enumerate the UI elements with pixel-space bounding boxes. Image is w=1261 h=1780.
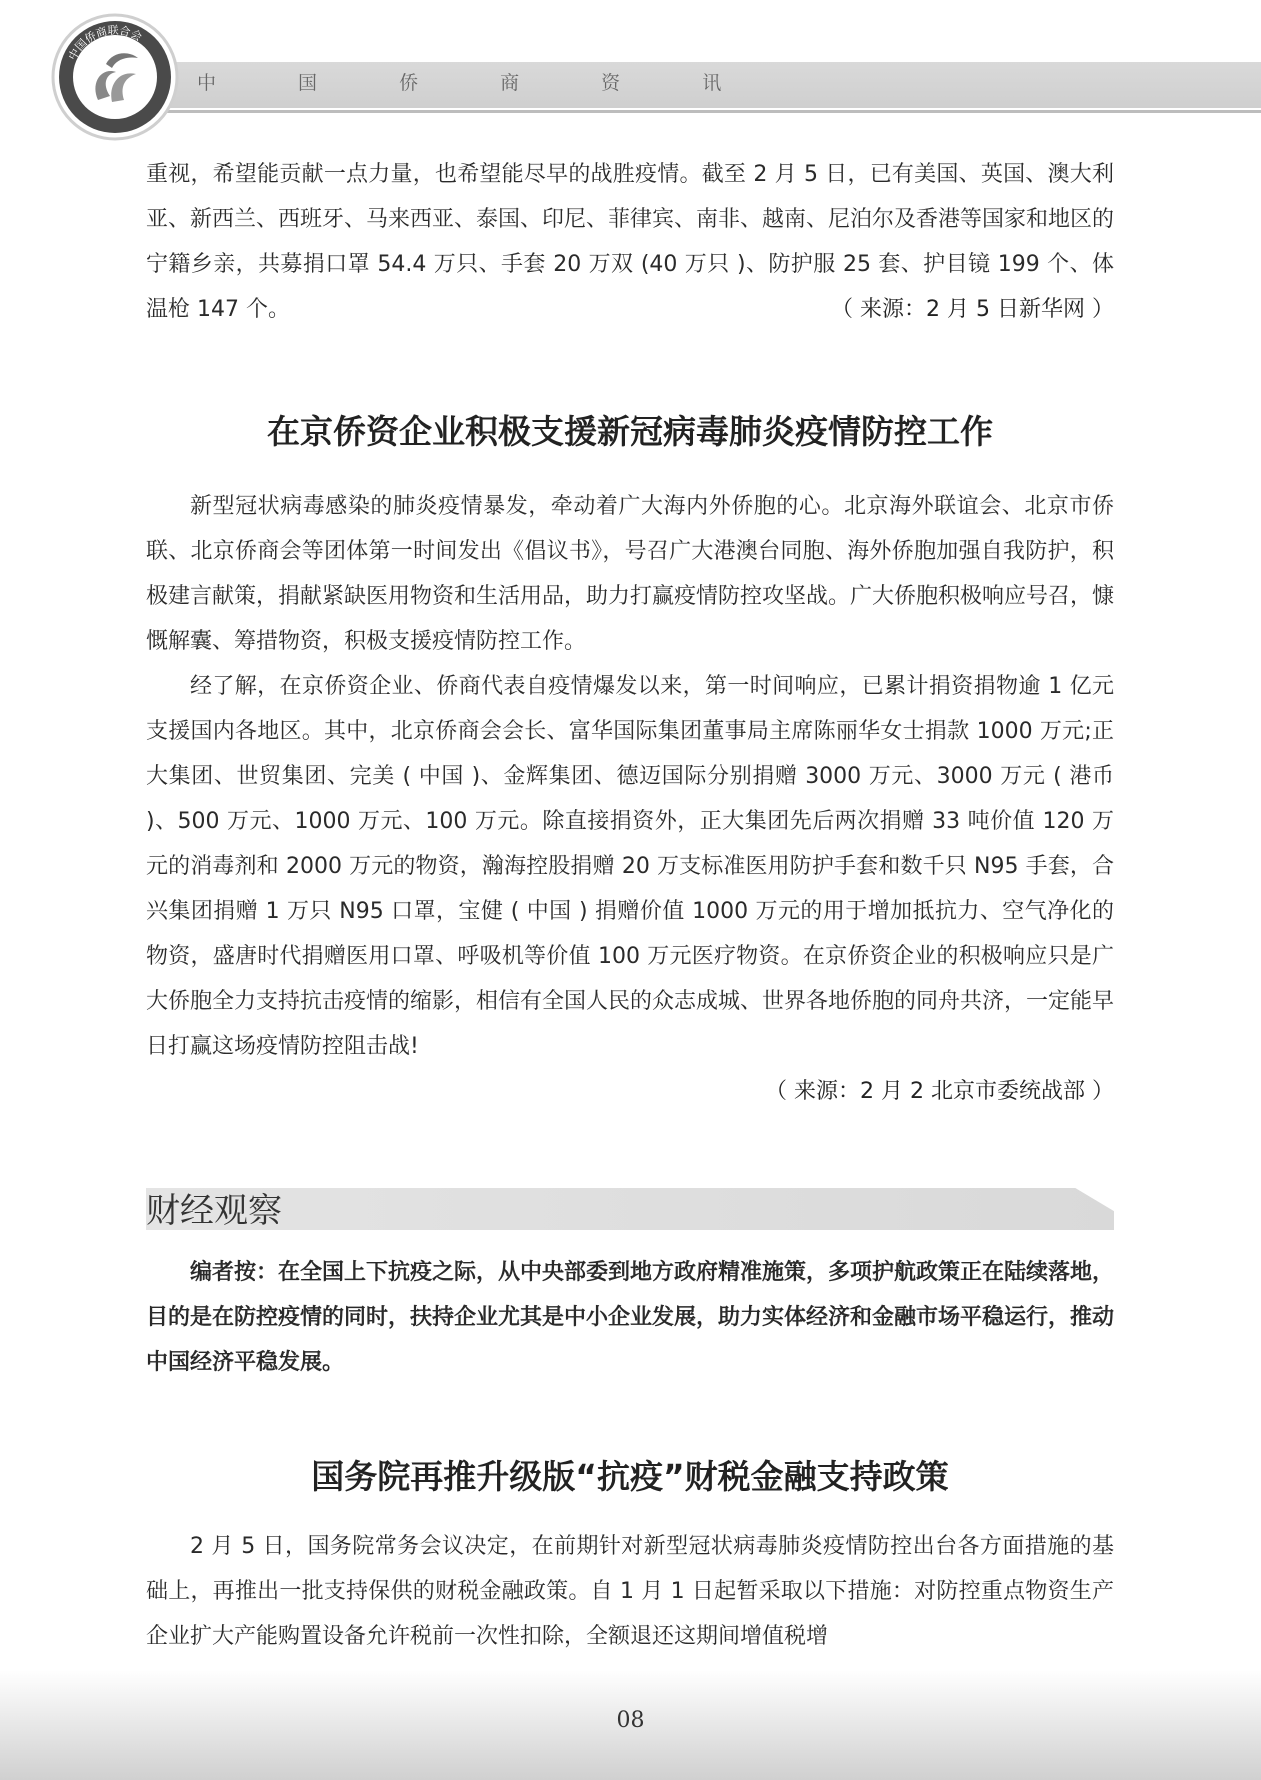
- article-1-source: （ 来源：2 月 2 北京市委统战部 ）: [765, 1079, 1114, 1104]
- logo-lettering: 中国侨商联合会: [65, 23, 144, 63]
- section-title: 财经观察: [146, 1191, 282, 1231]
- article-2-title: 国务院再推升级版“抗疫”财税金融支持政策: [311, 1457, 949, 1496]
- article-1-paragraph: 新型冠状病毒感染的肺炎疫情暴发，牵动着广大海内外侨胞的心。北京海外联谊会、北京市侨联、北京侨商会等团体第一时间发出《倡议书》，号召广大港澳台同胞、海外侨胞加强自我防护，积极建言献策，捐献紧缺医用物资和生活用品，助力打赢疫情防控攻坚战。广大侨胞积极响应号召，慷慨解囊、筹措物资，积极支援疫情防控工作。: [146, 494, 1115, 654]
- editor-note-block: [146, 1250, 1114, 1385]
- article-1-body: [146, 484, 1114, 1114]
- section-banner: [146, 1188, 1114, 1230]
- article-1: [146, 410, 1114, 454]
- association-logo-icon: [50, 12, 180, 142]
- editor-note: 编者按：在全国上下抗疫之际，从中央部委到地方政府精准施策，多项护航政策正在陆续落地，目的是在防控疫情的同时，扶持企业尤其是中小企业发展，助力实体经济和金融市场平稳运行，推动中国经济平稳发展。: [146, 1260, 1115, 1375]
- page-number: 08: [616, 1708, 645, 1733]
- header-divider: [150, 110, 1261, 113]
- publication-title: 中 国 侨 商 资 讯: [197, 72, 760, 94]
- article-2: [146, 1455, 1114, 1499]
- article-2-paragraph: 2 月 5 日，国务院常务会议决定，在前期针对新型冠状病毒肺炎疫情防控出台各方面措施的基础上，再推出一批支持保供的财税金融政策。自 1 月 1 日起暂采取以下措施：对防控重点物资生产企业扩大产能购置设备允许税前一次性扣除，全额退还这期间增值税增: [146, 1534, 1114, 1649]
- intro-block: [146, 152, 1114, 332]
- intro-source: （ 来源：2 月 5 日新华网 ）: [831, 297, 1114, 322]
- article-1-title: 在京侨资企业积极支援新冠病毒肺炎疫情防控工作: [267, 412, 993, 451]
- article-1-paragraph: 经了解，在京侨资企业、侨商代表自疫情爆发以来，第一时间响应，已累计捐资捐物逾 1 亿元支援国内各地区。其中，北京侨商会会长、富华国际集团董事局主席陈丽华女士捐款 1000 万元;正大集团、世贸集团、完美 ( 中国 )、金辉集团、德迈国际分别捐赠 3000 万元、3000 万元 ( 港币 )、500 万元、1000 万元、100 万元。除直接捐资外，正大集团先后两次捐赠 33 吨价值 120 万元的消毒剂和 2000 万元的物资，瀚海控股捐赠 20 万支标准医用防护手套和数千只 N95 手套，合兴集团捐赠 1 万只 N95 口罩，宝健 ( 中国 ) 捐赠价值 1000 万元的用于增加抵抗力、空气净化的物资，盛唐时代捐赠医用口罩、呼吸机等价值 100 万元医疗物资。在京侨资企业的积极响应只是广大侨胞全力支持抗击疫情的缩影，相信有全国人民的众志成城、世界各地侨胞的同舟共济，一定能早日打赢这场疫情防控阻击战!: [146, 674, 1115, 1059]
- intro-paragraph: 重视，希望能贡献一点力量，也希望能尽早的战胜疫情。截至 2 月 5 日，已有美国、英国、澳大利亚、新西兰、西班牙、马来西亚、泰国、印尼、菲律宾、南非、越南、尼泊尔及香港等国家和地区的宁籍乡亲，共募捐口罩 54.4 万只、手套 20 万双 (40 万只 )、防护服 25 套、护目镜 199 个、体温枪 147 个。: [146, 162, 1115, 322]
- article-2-body: [146, 1524, 1114, 1659]
